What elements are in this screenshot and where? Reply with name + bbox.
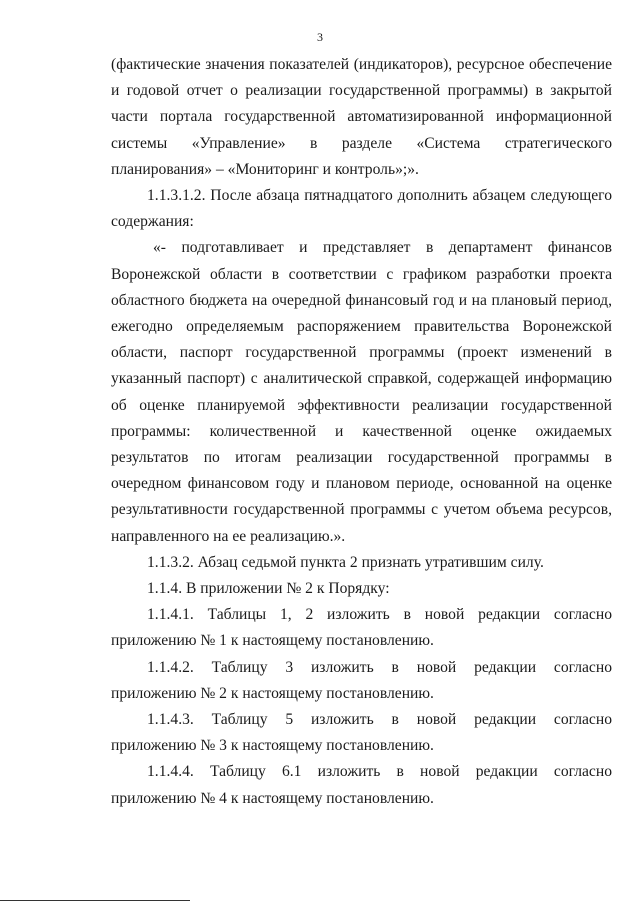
paragraph-quoted-insert: «- подготавливает и представляет в департамент финансов Воронежской области в соответствии с графиком разработки проекта областного бюджета на очередной финансовый год и на плановый период, ежегодно определяемым распоряжением правительства Воронежской области, паспорт государственной программы (проект изменений в указанный паспорт) с аналитической справкой, содержащей информацию об оценке планируемой эффективности реализации государственной программы: количественной и качественной оценке ожидаемых результатов по итогам реализации государственной программы в очередном финансовом году и плановом периоде, основанной на оценке результативности государственной программы с учетом объема ресурсов, направленного на ее реализацию.». — [111, 239, 612, 545]
paragraph-monitoring: (фактические значения показателей (индикаторов), ресурсное обеспечение и годовой отчет о реализации государственной программы) в закрытой части портала государственной автоматизированной информационной системы «Управление» в разделе «Система стратегического планирования» – «Мониторинг и контроль»;». — [111, 56, 612, 178]
item-line-1: 1.1.4.1. Таблицы 1, 2 изложить в новой редакции согласно — [147, 606, 612, 624]
paragraph-1-1-4: 1.1.4. В приложении № 2 к Порядку: — [147, 580, 390, 598]
item-line-1: 1.1.4.2. Таблицу 3 изложить в новой редакции согласно — [147, 658, 612, 676]
item-line-2: приложению № 1 к настоящему постановлению. — [111, 632, 434, 650]
list-item — [111, 759, 612, 811]
item-line-1: 1.1.4.4. Таблицу 6.1 изложить в новой редакции согласно — [147, 763, 612, 781]
page-number: 3 — [317, 30, 323, 44]
item-line-1: 1.1.4.3. Таблицу 5 изложить в новой редакции согласно — [147, 711, 612, 729]
paragraph-1-1-3-1-2: 1.1.3.1.2. После абзаца пятнадцатого дополнить абзацем следующего содержания: — [111, 187, 612, 231]
document-body — [111, 52, 612, 812]
list-item — [111, 655, 612, 707]
footer-divider — [0, 900, 190, 901]
list-item — [111, 602, 612, 654]
item-line-2: приложению № 2 к настоящему постановлению. — [111, 684, 434, 702]
item-line-2: приложению № 3 к настоящему постановлению. — [111, 737, 434, 755]
item-line-2: приложению № 4 к настоящему постановлению. — [111, 789, 434, 807]
paragraph-1-1-3-2: 1.1.3.2. Абзац седьмой пункта 2 признать утратившим силу. — [147, 553, 544, 571]
list-item — [111, 707, 612, 759]
